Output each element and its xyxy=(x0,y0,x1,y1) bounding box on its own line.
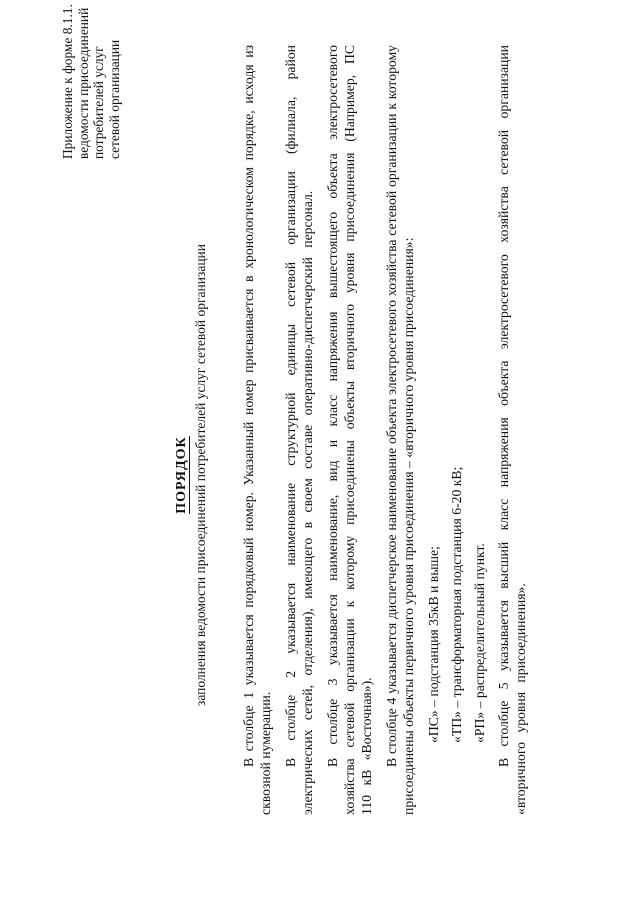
document-title xyxy=(173,345,190,605)
paragraph-column-5: В столбце 5 указывается высший класс напряжения объекта электросетевого хозяйства сетевой организации «вторичного уровня присоединения». xyxy=(495,45,529,815)
title-text: ПОРЯДОК xyxy=(174,436,189,514)
paragraph-column-3: В столбце 3 указывается наименование, вид и класс напряжения вышестоящего объекта электросетевого хозяйства сетевой организации к которому присоединены объекты вторичного уровня присоединения (Например, ПС 110 кВ «Восточная»). xyxy=(324,45,375,815)
list-item-rp: «РП» – распределительный пункт. xyxy=(472,543,488,743)
appendix-line-3: потребителей услуг xyxy=(91,46,106,159)
paragraph-column-1: В столбце 1 указывается порядковый номер. Указанный номер присваивается в хронологическом порядке, исходя из сквозной нумерации. xyxy=(241,45,274,815)
paragraph-column-4: В столбце 4 указывается диспетчерское наименование объекта электросетевого хозяйства сетевой организации к которому присоединены объекты первичного уровня присоединения – «вторичного уровня присоединения»: xyxy=(383,45,417,815)
appendix-line-1: Приложение к форме 8.1.1. xyxy=(60,4,75,159)
list-item-ps: «ПС» – подстанция 35кВ и выше; xyxy=(425,546,441,743)
appendix-line-4: сетевой организации xyxy=(106,39,122,159)
document-subtitle: заполнения ведомости присоединений потребителей услуг сетевой организации xyxy=(193,244,208,707)
document-body xyxy=(240,45,537,815)
paragraph-column-2: В столбце 2 указывается наименование структурной единицы сетевой организации (филиала, район электрических сетей, отделения), имеющего в своем составе оперативно-диспетчерский персонал. xyxy=(282,45,316,815)
appendix-line-2: ведомости присоединений xyxy=(75,7,91,159)
appendix-note xyxy=(60,4,122,159)
list-item-tp: «ТП» – трансформаторная подстанция 6-20 кВ; xyxy=(449,466,465,743)
